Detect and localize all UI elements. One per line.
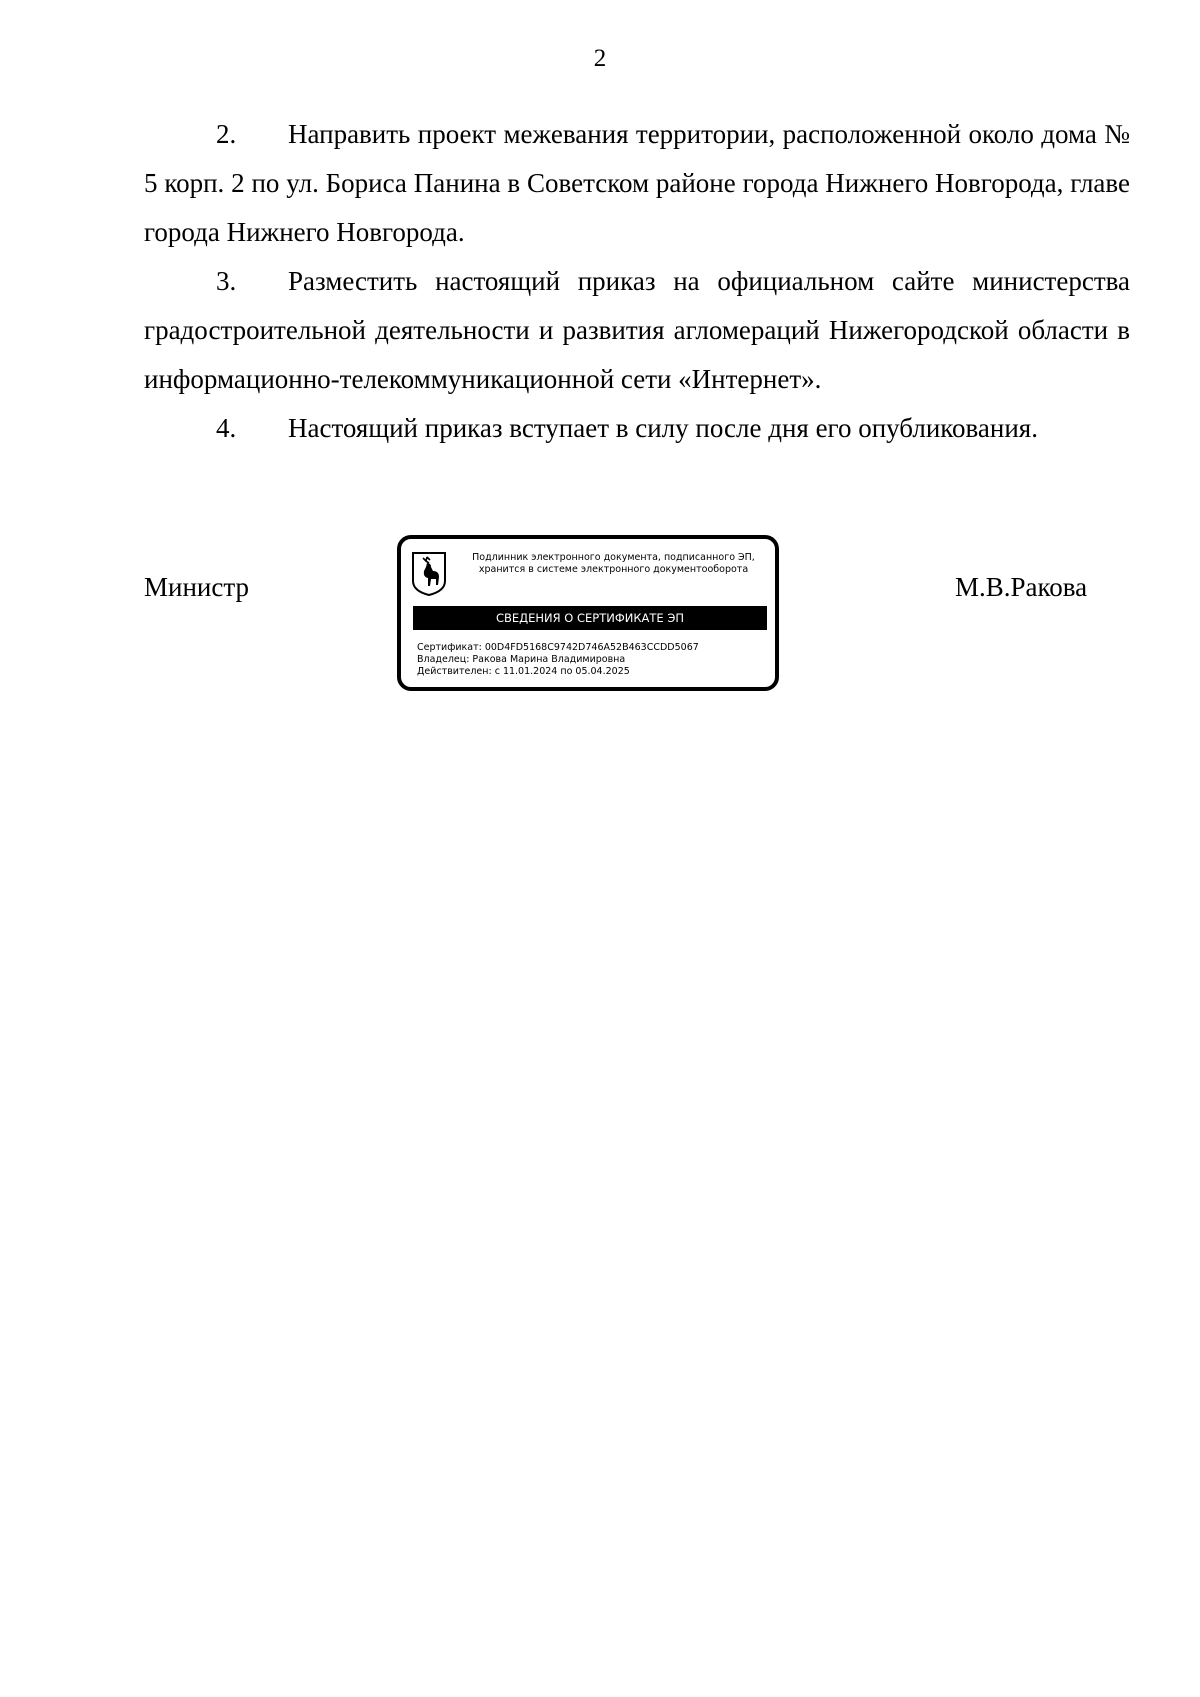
paragraph-4 xyxy=(144,404,1130,453)
certificate-details xyxy=(417,642,699,678)
paragraph-text: Разместить настоящий приказ на официальном сайте министерства градостроительной деятельности и развития агломераций Нижегородской области в информационно-телекоммуникационной сети «Интернет». xyxy=(144,266,1130,394)
electronic-signature-stamp xyxy=(397,535,779,691)
paragraph-2 xyxy=(144,110,1130,257)
signatory-role: Министр xyxy=(144,572,249,602)
stamp-note-line: хранится в системе электронного документооборота xyxy=(478,564,749,575)
stamp-note-line: Подлинник электронного документа, подписанного ЭП, xyxy=(472,552,755,563)
document-body xyxy=(144,110,1130,453)
deer-coat-of-arms-icon xyxy=(411,551,447,597)
paragraph-text: Настоящий приказ вступает в силу после дня его опубликования. xyxy=(288,413,1038,443)
page-number: 2 xyxy=(593,45,607,72)
certificate-number: Сертификат: 00D4FD5168C9742D746A52B463CCDD5067 xyxy=(417,642,699,653)
signatory-name: М.В.Ракова xyxy=(955,572,1088,602)
certificate-validity: Действителен: с 11.01.2024 по 05.04.2025 xyxy=(417,666,630,677)
paragraph-3 xyxy=(144,257,1130,404)
paragraph-number: 2. xyxy=(216,119,237,149)
stamp-note xyxy=(451,552,776,576)
paragraph-number: 3. xyxy=(216,266,237,296)
paragraph-number: 4. xyxy=(216,413,237,443)
certificate-owner: Владелец: Ракова Марина Владимировна xyxy=(417,654,626,665)
paragraph-text: Направить проект межевания территории, расположенной около дома № 5 корп. 2 по ул. Бориса Панина в Советском районе города Нижнего Новгорода, главе города Нижнего Новгорода. xyxy=(144,119,1130,247)
stamp-header: СВЕДЕНИЯ О СЕРТИФИКАТЕ ЭП xyxy=(413,606,767,630)
